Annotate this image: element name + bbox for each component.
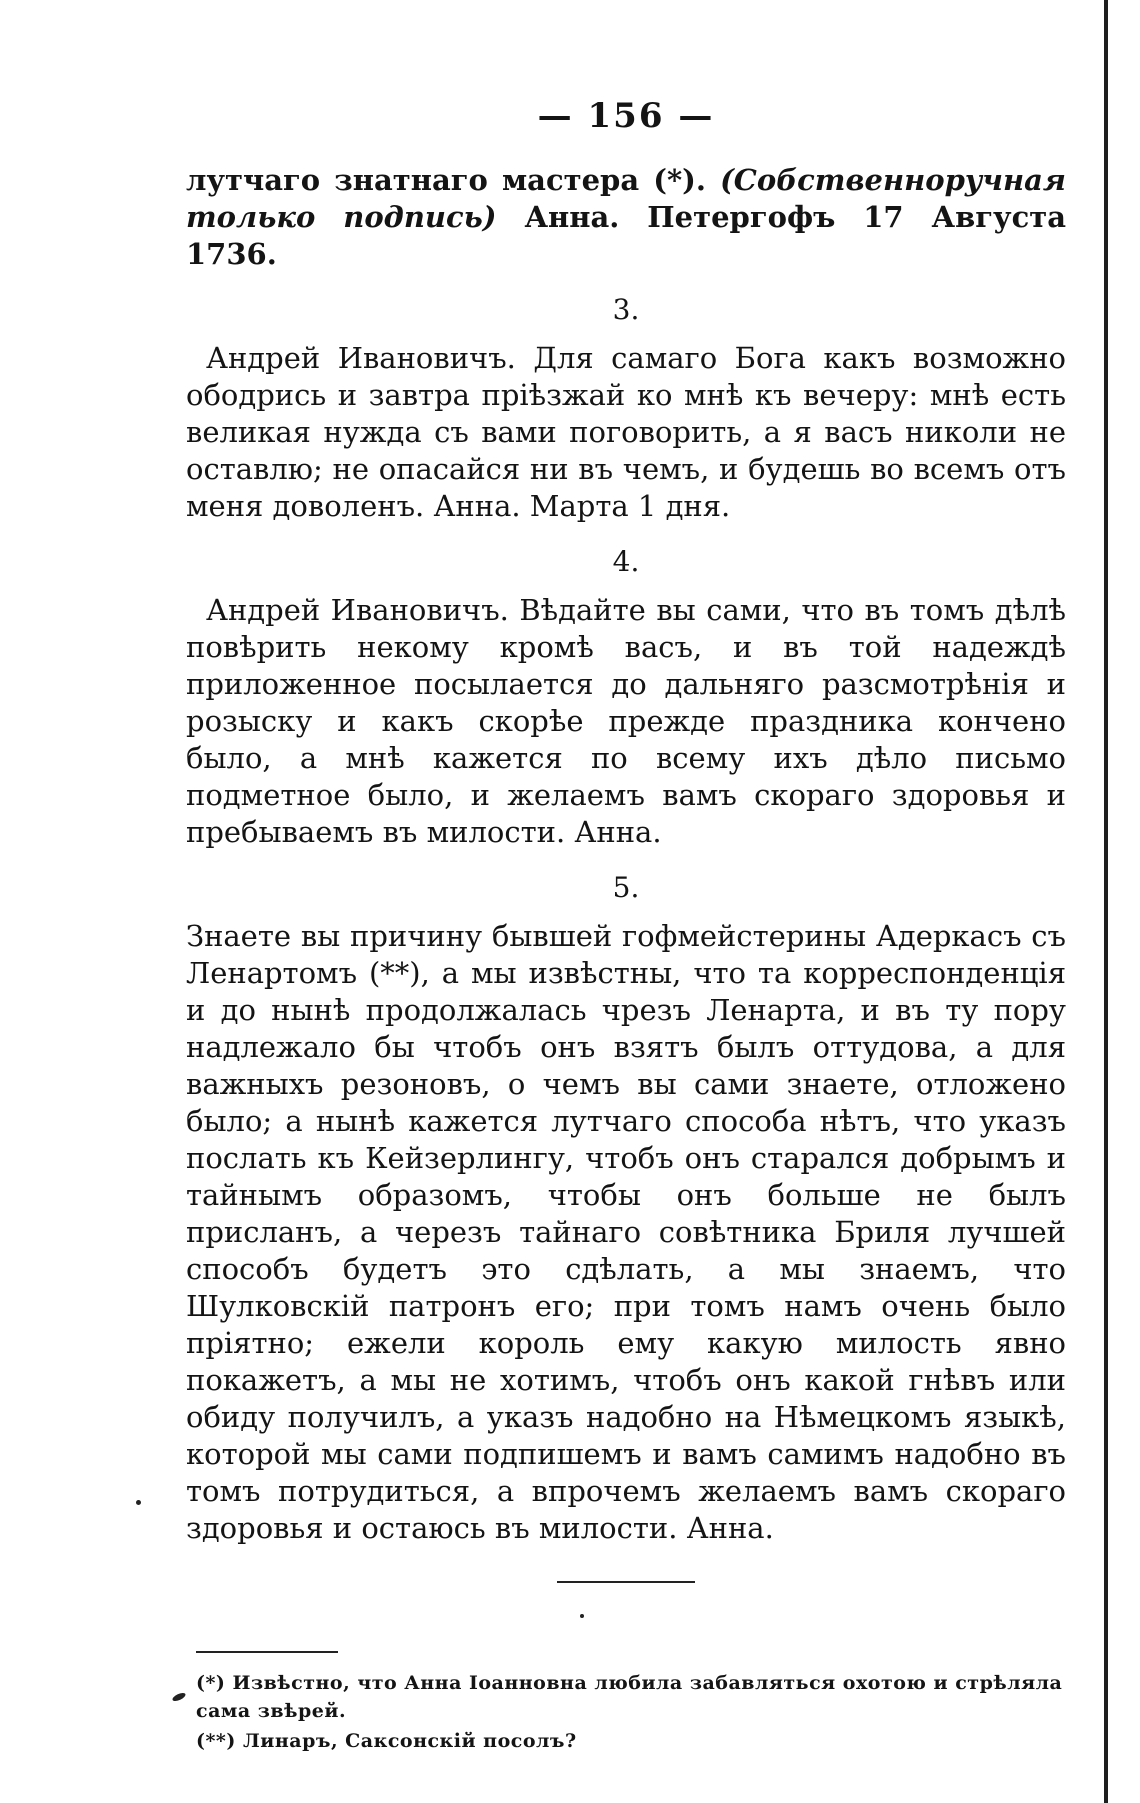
- continuation-signature: Анна. Петергофъ 17 Августа 1736.: [186, 200, 1067, 271]
- letter-5-text: Знаете вы причину бывшей гофмейстерины Адеркасъ съ Ленартомъ (**), а мы извѣстны, что та корреспонденцiя и до нынѣ продолжалась чрезъ Ленарта, и въ ту пору надлежало бы чтобъ онъ взятъ былъ оттудова, а для важныхъ резоновъ, о чемъ вы сами знаете, отложено было; а нынѣ кажется лутчаго способа нѣтъ, что указъ послать къ Кейзерлингу, чтобъ онъ старался добрымъ и тайнымъ образомъ, чтобы онъ больше не былъ присланъ, а черезъ тайнаго совѣтника Бриля лучшей способъ будетъ это сдѣлать, а мы знаемъ, что Шулковскiй патронъ его; при томъ намъ очень было прiятно; ежели король ему какую милость явно покажетъ, а мы не хотимъ, чтобъ онъ какой гнѣвъ или обиду получилъ, а указъ надобно на Нѣмецкомъ языкѣ, которой мы сами подпишемъ и вамъ самимъ надобно въ томъ потрудиться, а впрочемъ желаемъ вамъ скораго здоровья и остаюсь въ милости. Анна.: [186, 919, 1066, 1545]
- letter-4-text: Андрей Ивановичъ. Вѣдайте вы сами, что въ томъ дѣлѣ повѣрить некому кромѣ васъ, и въ той надеждѣ приложенное посылается до дальняго разсмотрѣнiя и розыску и какъ скорѣе прежде праздника кончено было, а мнѣ кажется по всему ихъ дѣло письмо подметное было, и желаемъ вамъ скораго здоровья и пребываемъ въ милости. Анна.: [186, 593, 1066, 849]
- signature-note: (Собственноручная только подпись): [186, 163, 1066, 234]
- continuation-text: лутчаго знатнаго мастера (*).: [186, 163, 706, 197]
- document-page: [186, 96, 1066, 1757]
- footnote-1: (*) Извѣстно, что Анна Iоанновна любила забавляться охотою и стрѣляла сама звѣрей.: [196, 1672, 1063, 1722]
- ink-speck: [171, 1691, 186, 1702]
- page-number: — 156 —: [537, 96, 715, 136]
- ink-speck: [136, 1500, 141, 1505]
- page-binding-edge: [1104, 0, 1108, 1803]
- letter-number-3: 3.: [612, 293, 640, 326]
- footnote-2: (**) Линаръ, Саксонскiй посолъ?: [196, 1730, 577, 1752]
- ink-speck: [580, 1614, 584, 1618]
- letter-number-4: 4.: [612, 545, 640, 578]
- letter-number-5: 5.: [612, 871, 640, 904]
- footnote-divider: [196, 1651, 338, 1653]
- letter-3-text: Андрей Ивановичъ. Для самаго Бога какъ возможно ободрись и завтра прiѣзжай ко мнѣ къ вечеру: мнѣ есть великая нужда съ вами поговорить, а я васъ николи не оставлю; не опасайся ни въ чемъ, и будешь во всемъ отъ меня доволенъ. Анна. Марта 1 дня.: [186, 341, 1066, 523]
- continuation-paragraph: [186, 162, 1066, 273]
- section-divider: [557, 1581, 695, 1583]
